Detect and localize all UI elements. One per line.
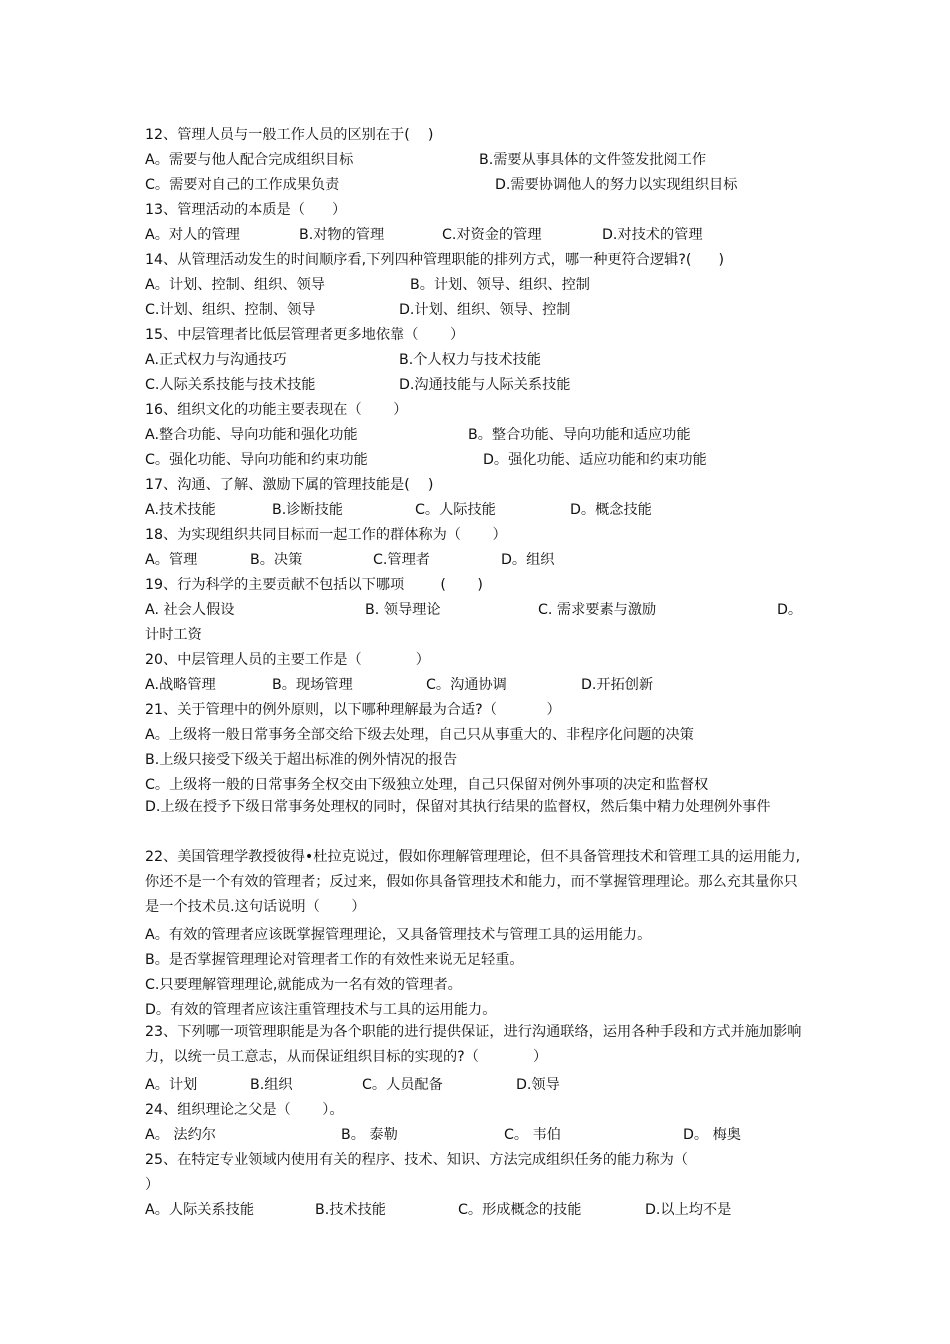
question-20-option-d: D.开拓创新 xyxy=(581,677,654,693)
question-18-option-b: B。决策 xyxy=(250,552,303,568)
question-14-option-c: C.计划、组织、控制、领导 xyxy=(145,302,316,318)
question-25-option-b: B.技术技能 xyxy=(315,1202,386,1218)
question-19-option-a: A. 社会人假设 xyxy=(145,602,235,618)
question-18-option-a: A。管理 xyxy=(145,552,198,568)
question-12-option-c: C。需要对自己的工作成果负责 xyxy=(145,177,340,193)
question-17-stem: 17、沟通、了解、激励下属的管理技能是( ) xyxy=(145,477,434,493)
question-24-option-c: C。 韦伯 xyxy=(504,1127,561,1143)
question-21-option-b: B.上级只接受下级关于超出标准的例外情况的报告 xyxy=(145,752,458,768)
question-19-option-d: D。 xyxy=(777,602,803,618)
question-14-option-d: D.计划、组织、领导、控制 xyxy=(399,302,571,318)
question-19-option-d-continued: 计时工资 xyxy=(145,627,202,643)
question-23-option-b: B.组织 xyxy=(250,1077,293,1093)
question-20-option-c: C。沟通协调 xyxy=(426,677,507,693)
question-23-option-d: D.领导 xyxy=(516,1077,560,1093)
question-24-option-b: B。 泰勒 xyxy=(341,1127,398,1143)
question-22-option-c: C.只要理解管理理论,就能成为一名有效的管理者。 xyxy=(145,977,462,993)
question-13-stem: 13、管理活动的本质是（ ） xyxy=(145,202,347,218)
question-17-option-a: A.技术技能 xyxy=(145,502,216,518)
question-15-stem: 15、中层管理者比低层管理者更多地依靠（ ） xyxy=(145,327,465,343)
question-24-option-a: A。 法约尔 xyxy=(145,1127,216,1143)
question-21-stem: 21、关于管理中的例外原则，以下哪种理解最为合适?（ ） xyxy=(145,702,561,718)
question-17-option-c: C。人际技能 xyxy=(415,502,496,518)
question-20-option-a: A.战略管理 xyxy=(145,677,216,693)
question-13-option-a: A。对人的管理 xyxy=(145,227,240,243)
question-16-option-b: B。整合功能、导向功能和适应功能 xyxy=(468,427,691,443)
question-25-option-d: D.以上均不是 xyxy=(645,1202,732,1218)
question-21-option-a: A。上级将一般日常事务全部交给下级去处理，自己只从事重大的、非程序化问题的决策 xyxy=(145,727,694,743)
question-22-stem: 22、美国管理学教授彼得•杜拉克说过，假如你理解管理理论，但不具备管理技术和管理工具的运用能力,你还不是一个有效的管理者；反过来，假如你具备管理技术和能力，而不掌握管理理论。那么充其量你只是一个技术员.这句话说明（ ） xyxy=(145,849,801,915)
question-16-option-a: A.整合功能、导向功能和强化功能 xyxy=(145,427,358,443)
question-12-option-b: B.需要从事具体的文件签发批阅工作 xyxy=(479,152,707,168)
question-23-option-c: C。人员配备 xyxy=(362,1077,443,1093)
question-18-stem: 18、为实现组织共同目标而一起工作的群体称为（ ） xyxy=(145,527,507,543)
question-21-option-c: C。上级将一般的日常事务全权交由下级独立处理，自己只保留对例外事项的决定和监督权 xyxy=(145,777,709,793)
question-15-option-b: B.个人权力与技术技能 xyxy=(399,352,541,368)
question-22-option-a: A。有效的管理者应该既掌握管理理论，又具备管理技术与管理工具的运用能力。 xyxy=(145,927,652,943)
question-12-option-a: A。需要与他人配合完成组织目标 xyxy=(145,152,354,168)
question-20-option-b: B。现场管理 xyxy=(272,677,353,693)
question-22-option-b: B。是否掌握管理理论对管理者工作的有效性来说无足轻重。 xyxy=(145,952,524,968)
question-24-option-d: D。 梅奥 xyxy=(683,1127,741,1143)
question-25-stem-continued: ） xyxy=(145,1177,160,1193)
question-16-stem: 16、组织文化的功能主要表现在（ ） xyxy=(145,402,408,418)
question-17-option-b: B.诊断技能 xyxy=(272,502,343,518)
question-14-option-a: A。计划、控制、组织、领导 xyxy=(145,277,325,293)
question-19-stem: 19、行为科学的主要贡献不包括以下哪项 ( ) xyxy=(145,577,483,593)
question-25-option-a: A。人际关系技能 xyxy=(145,1202,255,1218)
question-14-stem: 14、从管理活动发生的时间顺序看,下列四种管理职能的排列方式，哪一种更符合逻辑?( ) xyxy=(145,252,724,268)
question-21-option-d: D.上级在授予下级日常事务处理权的同时，保留对其执行结果的监督权，然后集中精力处理例外事件 xyxy=(145,799,771,815)
question-19-option-c: C. 需求要素与激励 xyxy=(538,602,657,618)
question-15-option-c: C.人际关系技能与技术技能 xyxy=(145,377,316,393)
question-20-stem: 20、中层管理人员的主要工作是（ ） xyxy=(145,652,430,668)
question-25-stem: 25、在特定专业领域内使用有关的程序、技术、知识、方法完成组织任务的能力称为（ xyxy=(145,1152,688,1168)
question-23-option-a: A。计划 xyxy=(145,1077,198,1093)
question-14-option-b: B。计划、领导、组织、控制 xyxy=(410,277,590,293)
question-13-option-b: B.对物的管理 xyxy=(299,227,385,243)
question-24-stem: 24、组织理论之父是（ ）。 xyxy=(145,1102,344,1118)
question-18-option-c: C.管理者 xyxy=(373,552,430,568)
question-19-option-b: B. 领导理论 xyxy=(365,602,441,618)
question-25-option-c: C。形成概念的技能 xyxy=(458,1202,582,1218)
question-16-option-d: D。强化功能、适应功能和约束功能 xyxy=(483,452,707,468)
question-12-stem: 12、管理人员与一般工作人员的区别在于( ) xyxy=(145,127,434,143)
question-13-option-d: D.对技术的管理 xyxy=(602,227,703,243)
question-18-option-d: D。组织 xyxy=(501,552,555,568)
question-13-option-c: C.对资金的管理 xyxy=(442,227,542,243)
question-17-option-d: D。概念技能 xyxy=(570,502,652,518)
question-23-stem: 23、下列哪一项管理职能是为各个职能的进行提供保证，进行沟通联络，运用各种手段和方式并施加影响力，以统一员工意志，从而保证组织目标的实现的?（ ） xyxy=(145,1024,802,1065)
question-16-option-c: C。强化功能、导向功能和约束功能 xyxy=(145,452,368,468)
question-15-option-d: D.沟通技能与人际关系技能 xyxy=(399,377,571,393)
question-12-option-d: D.需要协调他人的努力以实现组织目标 xyxy=(495,177,738,193)
question-15-option-a: A.正式权力与沟通技巧 xyxy=(145,352,287,368)
question-22-option-d: D。有效的管理者应该注重管理技术与工具的运用能力。 xyxy=(145,1002,497,1018)
